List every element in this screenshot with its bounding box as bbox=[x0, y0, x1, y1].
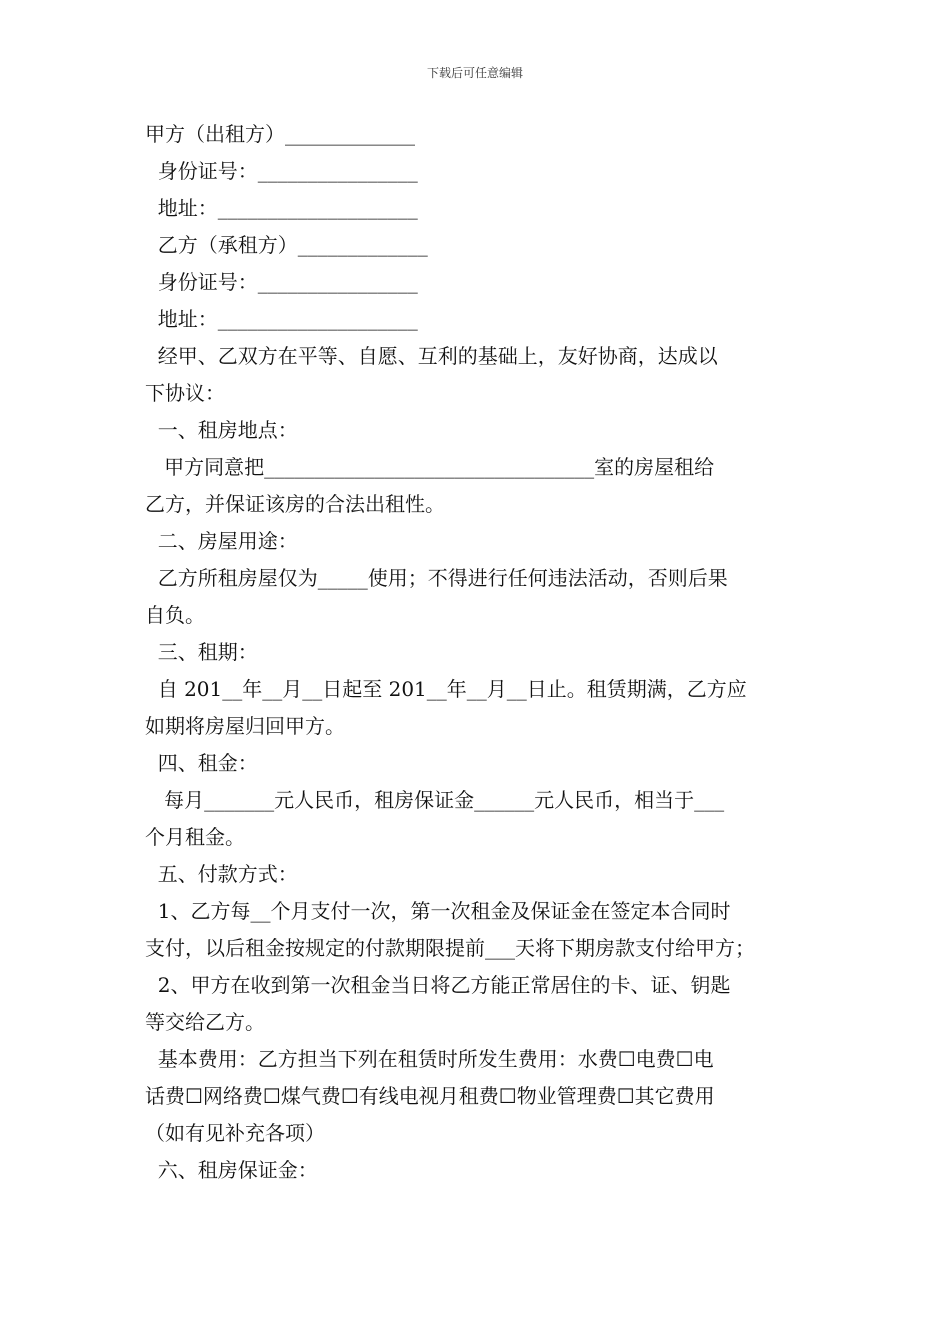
section-text-line: 乙方，并保证该房的合法出租性。 bbox=[145, 492, 445, 516]
section-heading: 四、租金： bbox=[145, 751, 258, 775]
section-heading: 二、房屋用途： bbox=[145, 529, 298, 553]
party-b-line: 乙方（承租方）_____________ bbox=[145, 233, 428, 257]
section-heading: 六、租房保证金： bbox=[145, 1158, 318, 1182]
party-a-address-line: 地址：____________________ bbox=[145, 196, 418, 220]
party-b-id-line: 身份证号：________________ bbox=[145, 270, 418, 294]
section-heading: 三、租期： bbox=[145, 640, 258, 664]
agreement-intro-line: 经甲、乙双方在平等、自愿、互利的基础上，友好协商，达成以 bbox=[145, 344, 718, 368]
section-heading: 五、付款方式： bbox=[145, 862, 298, 886]
page-header: 下载后可任意编辑 bbox=[426, 66, 523, 80]
section-text-line: 1、乙方每__个月支付一次，第一次租金及保证金在签定本合同时 bbox=[145, 899, 731, 923]
section-text-line: 甲方同意把_________________________________室的房屋租给 bbox=[145, 455, 715, 479]
section-text-line: 如期将房屋归回甲方。 bbox=[145, 714, 345, 738]
section-text-line: 基本费用：乙方担当下列在租赁时所发生费用：水费☐电费☐电 bbox=[145, 1047, 714, 1071]
section-text-line: 个月租金。 bbox=[145, 825, 245, 849]
party-a-line: 甲方（出租方）_____________ bbox=[145, 122, 415, 146]
section-text-line: 话费☐网络费☐煤气费☐有线电视月租费☐物业管理费☐其它费用 bbox=[145, 1084, 715, 1108]
section-text-line: 自 201__年__月__日起至 201__年__月__日止。租赁期满，乙方应 bbox=[145, 677, 747, 701]
section-text-line: 自负。 bbox=[145, 603, 205, 627]
contract-body bbox=[145, 116, 810, 1189]
section-text-line: 乙方所租房屋仅为_____使用；不得进行任何违法活动，否则后果 bbox=[145, 566, 728, 590]
party-a-id-line: 身份证号：________________ bbox=[145, 159, 418, 183]
party-b-address-line: 地址：____________________ bbox=[145, 307, 418, 331]
section-text-line: 每月_______元人民币，租房保证金______元人民币，相当于___ bbox=[145, 788, 725, 812]
section-text-line: 支付，以后租金按规定的付款期限提前___天将下期房款支付给甲方； bbox=[145, 936, 755, 960]
section-text-line: 等交给乙方。 bbox=[145, 1010, 265, 1034]
section-heading: 一、租房地点： bbox=[145, 418, 298, 442]
section-text-line: 2、甲方在收到第一次租金当日将乙方能正常居住的卡、证、钥匙 bbox=[145, 973, 731, 997]
section-text-line: （如有见补充各项） bbox=[145, 1121, 325, 1145]
agreement-intro-line: 下协议： bbox=[145, 381, 225, 405]
